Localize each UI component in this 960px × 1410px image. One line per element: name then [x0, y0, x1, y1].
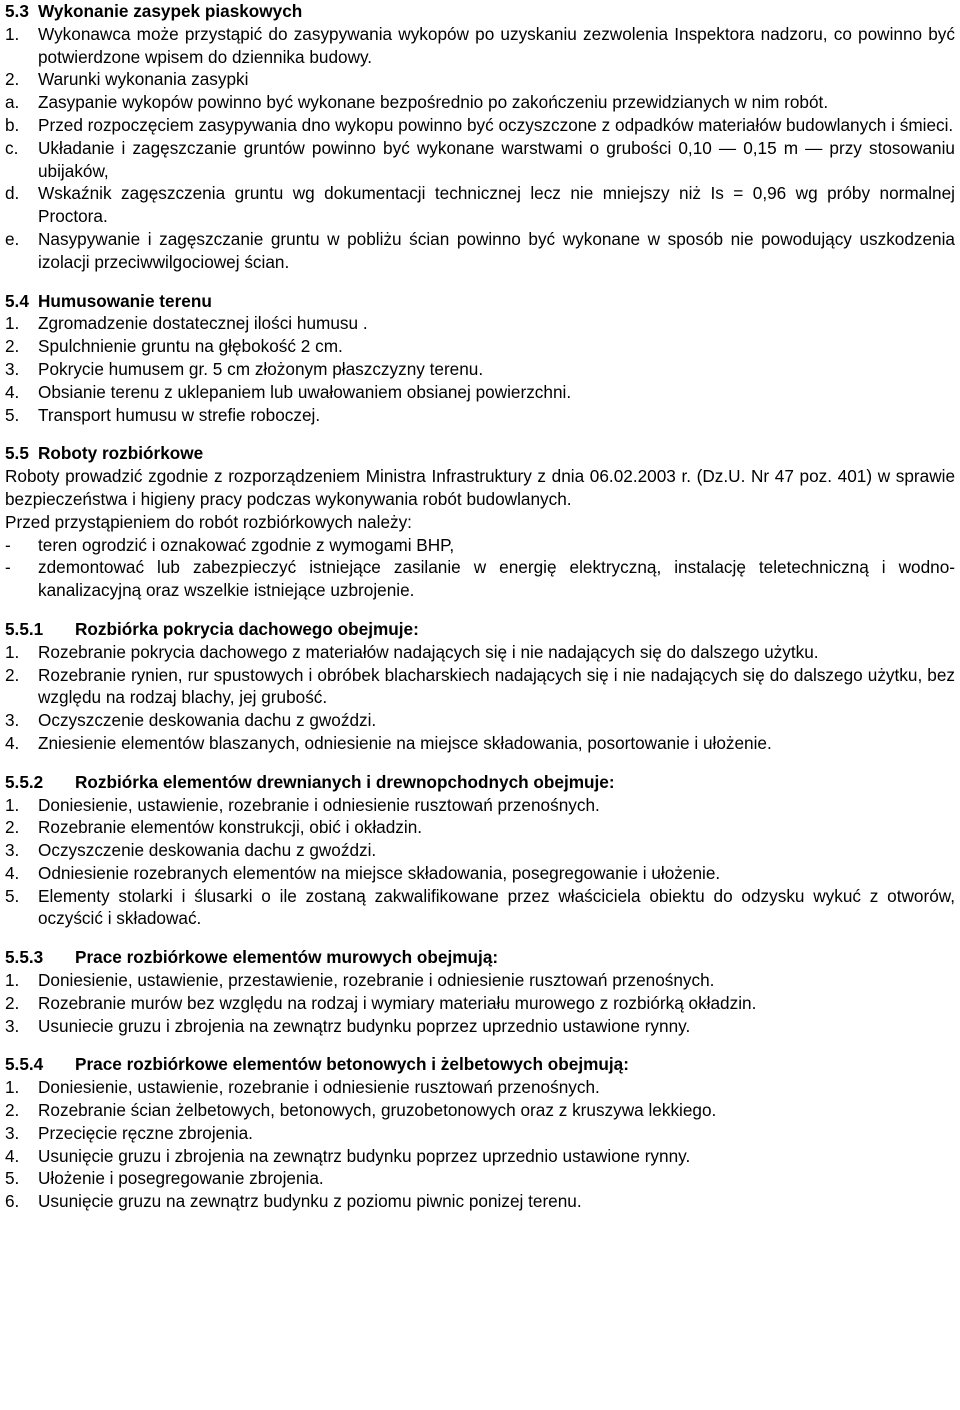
section-number: 5.4 [5, 290, 29, 311]
spacer [5, 426, 955, 442]
item-marker: - [5, 557, 11, 578]
section-number: 5.5.4 [5, 1054, 44, 1075]
item-marker: c. [5, 137, 19, 158]
item-text: Rozebranie ścian żelbetowych, betonowych, gruzobetonowych oraz z kruszywa lekkiego. [38, 1100, 717, 1121]
list-item [5, 358, 955, 381]
item-marker: 4. [5, 732, 20, 753]
list-item [5, 816, 955, 839]
list-item [5, 404, 955, 427]
item-text: Transport humusu w strefie roboczej. [38, 404, 321, 425]
item-text: zdemontować lub zabezpieczyć istniejące zasilanie w energię elektryczną, instalację teletechniczną i wodno-kanalizacyjną oraz wszelkie istniejące uzbrojenie. [38, 557, 955, 601]
item-marker: 1. [5, 23, 20, 44]
list-item [5, 68, 955, 91]
item-marker: 5. [5, 885, 20, 906]
item-text: Usuniecie gruzu i zbrojenia na zewnątrz budynku poprzez uprzednio ustawione rynny. [38, 1015, 691, 1036]
paragraph: Roboty prowadzić zgodnie z rozporządzeniem Ministra Infrastruktury z dnia 06.02.2003 r. (Dz.U. Nr 47 poz. 401) w sprawie bezpieczeństwa i higieny pracy podczas wykonywania robót budowlanych. [5, 466, 955, 509]
item-marker: 1. [5, 313, 20, 334]
section-number: 5.5.1 [5, 618, 44, 639]
section-title: Roboty rozbiórkowe [38, 443, 204, 464]
list-item [5, 709, 955, 732]
list-item [5, 732, 955, 755]
item-text: Oczyszczenie deskowania dachu z gwoździ. [38, 840, 377, 861]
section-number: 5.3 [5, 1, 29, 21]
item-text: Zasypanie wykopów powinno być wykonane bezpośrednio po zakończeniu przewidzianych w nim robót. [38, 92, 829, 113]
spacer [5, 274, 955, 290]
item-text: Przed rozpoczęciem zasypywania dno wykopu powinno być oczyszczone z odpadków materiałów budowlanych i śmieci. [38, 114, 954, 135]
item-text: Rozebranie elementów konstrukcji, obić i okładzin. [38, 817, 423, 838]
item-text: Oczyszczenie deskowania dachu z gwoździ. [38, 710, 377, 731]
list-item [5, 1076, 955, 1099]
list-item [5, 992, 955, 1015]
list-item [5, 1145, 955, 1168]
list-item [5, 556, 955, 602]
section-title: Prace rozbiórkowe elementów murowych obejmują: [75, 947, 499, 968]
item-marker: 3. [5, 710, 20, 731]
item-marker: e. [5, 228, 20, 249]
list-item [5, 794, 955, 817]
section-title: Rozbiórka pokrycia dachowego obejmuje: [75, 618, 419, 639]
item-marker: 2. [5, 1100, 20, 1121]
section-heading-5-5-1 [5, 618, 955, 641]
item-marker: b. [5, 114, 20, 135]
list-item [5, 1099, 955, 1122]
item-text: Doniesienie, ustawienie, rozebranie i odniesienie rusztowań przenośnych. [38, 794, 600, 815]
list-item [5, 664, 955, 710]
section-number: 5.5.2 [5, 771, 44, 792]
section-heading-5-3 [5, 0, 955, 23]
list-item [5, 969, 955, 992]
list-item [5, 839, 955, 862]
item-marker: 3. [5, 840, 20, 861]
document-page [5, 0, 955, 1213]
item-marker: 2. [5, 69, 20, 90]
section-title: Rozbiórka elementów drewnianych i drewnopchodnych obejmuje: [75, 771, 615, 792]
item-marker: 3. [5, 358, 20, 379]
item-marker: 5. [5, 1168, 20, 1189]
item-marker: 2. [5, 664, 20, 685]
item-marker: 4. [5, 862, 20, 883]
section-number: 5.5 [5, 443, 29, 464]
list-item [5, 1190, 955, 1213]
section-title: Humusowanie terenu [38, 290, 212, 311]
spacer [5, 602, 955, 618]
item-marker: 2. [5, 992, 20, 1013]
item-marker: 5. [5, 404, 20, 425]
item-text: Wykonawca może przystąpić do zasypywania wykopów po uzyskaniu zezwolenia Inspektora nadzoru, co powinno być potwierdzone wpisem do dziennika budowy. [38, 23, 955, 67]
item-marker: 2. [5, 817, 20, 838]
item-marker: 3. [5, 1122, 20, 1143]
list-item [5, 182, 955, 228]
item-text: Odniesienie rozebranych elementów na miejsce składowania, posegregowanie i ułożenie. [38, 862, 721, 883]
list-item [5, 137, 955, 183]
list-item [5, 1122, 955, 1145]
item-text: Rozebranie pokrycia dachowego z materiałów nadających się i nie nadających się do dalszego użytku. [38, 641, 819, 662]
list-item [5, 641, 955, 664]
section-number: 5.5.3 [5, 947, 44, 968]
item-marker: 4. [5, 381, 20, 402]
item-text: Nasypywanie i zagęszczanie gruntu w pobliżu ścian powinno być wykonane w sposób nie powodujący uszkodzenia izolacji przeciwwilgociowej ścian. [38, 228, 955, 272]
list-item [5, 885, 955, 931]
item-text: Układanie i zagęszczanie gruntów powinno być wykonane warstwami o grubości 0,10 — 0,15 m — przy stosowaniu ubijaków, [38, 137, 955, 181]
item-text: Elementy stolarki i ślusarki o ile zostaną zakwalifikowane przez właściciela obiektu do odzysku wykuć z otworów, oczyścić i składować. [38, 885, 955, 929]
item-marker: 6. [5, 1191, 20, 1212]
list-item [5, 335, 955, 358]
section-title: Wykonanie zasypek piaskowych [38, 1, 303, 21]
item-text: Przecięcie ręczne zbrojenia. [38, 1122, 253, 1143]
spacer [5, 755, 955, 771]
item-text: Spulchnienie gruntu na głębokość 2 cm. [38, 336, 343, 357]
item-marker: 3. [5, 1015, 20, 1036]
item-marker: 1. [5, 641, 20, 662]
list-item [5, 312, 955, 335]
item-marker: d. [5, 183, 20, 204]
item-text: Usunięcie gruzu i zbrojenia na zewnątrz budynku poprzez uprzednio ustawione rynny. [38, 1145, 691, 1166]
section-title: Prace rozbiórkowe elementów betonowych i żelbetowych obejmują: [75, 1054, 629, 1075]
list-item [5, 228, 955, 274]
list-item [5, 862, 955, 885]
item-text: Wskaźnik zagęszczenia gruntu wg dokumentacji technicznej lecz nie mniejszy niż Is = 0,96 wg próby normalnej Proctora. [38, 183, 955, 227]
paragraph: Przed przystąpieniem do robót rozbiórkowych należy: [5, 511, 412, 532]
item-text: Ułożenie i posegregowanie zbrojenia. [38, 1168, 324, 1189]
spacer [5, 1037, 955, 1053]
list-item [5, 1167, 955, 1190]
section-heading-5-5 [5, 442, 955, 465]
item-marker: 2. [5, 336, 20, 357]
item-text: Pokrycie humusem gr. 5 cm złożonym płaszczyzny terenu. [38, 358, 484, 379]
section-heading-5-5-4 [5, 1053, 955, 1076]
item-text: Zniesienie elementów blaszanych, odniesienie na miejsce składowania, posortowanie i ułożenie. [38, 732, 772, 753]
item-text: Warunki wykonania zasypki [38, 69, 249, 90]
item-text: Rozebranie murów bez względu na rodzaj i wymiary materiału murowego z rozbiórką okładzin. [38, 992, 757, 1013]
item-text: Doniesienie, ustawienie, przestawienie, rozebranie i odniesienie rusztowań przenośnych. [38, 970, 715, 991]
list-item [5, 114, 955, 137]
item-text: Doniesienie, ustawienie, rozebranie i odniesienie rusztowań przenośnych. [38, 1077, 600, 1098]
item-text: Usunięcie gruzu na zewnątrz budynku z poziomu piwnic ponizej terenu. [38, 1191, 582, 1212]
section-heading-5-5-2 [5, 771, 955, 794]
item-text: Obsianie terenu z uklepaniem lub uwałowaniem obsianej powierzchni. [38, 381, 572, 402]
list-item [5, 91, 955, 114]
item-marker: 4. [5, 1145, 20, 1166]
item-text: Zgromadzenie dostatecznej ilości humusu . [38, 313, 368, 334]
list-item [5, 381, 955, 404]
spacer [5, 930, 955, 946]
item-marker: 1. [5, 970, 20, 991]
list-item [5, 23, 955, 69]
section-heading-5-5-3 [5, 946, 955, 969]
list-item [5, 1015, 955, 1038]
item-marker: 1. [5, 794, 20, 815]
item-text: teren ogrodzić i oznakować zgodnie z wymogami BHP, [38, 534, 455, 555]
list-item [5, 534, 955, 557]
item-marker: a. [5, 92, 20, 113]
item-marker: 1. [5, 1077, 20, 1098]
item-marker: - [5, 534, 11, 555]
section-heading-5-4 [5, 290, 955, 313]
item-text: Rozebranie rynien, rur spustowych i obróbek blacharskiech nadających się i nie nadających się do dalszego użytku, bez względu na rodzaj blachy, jej grubość. [38, 664, 955, 708]
